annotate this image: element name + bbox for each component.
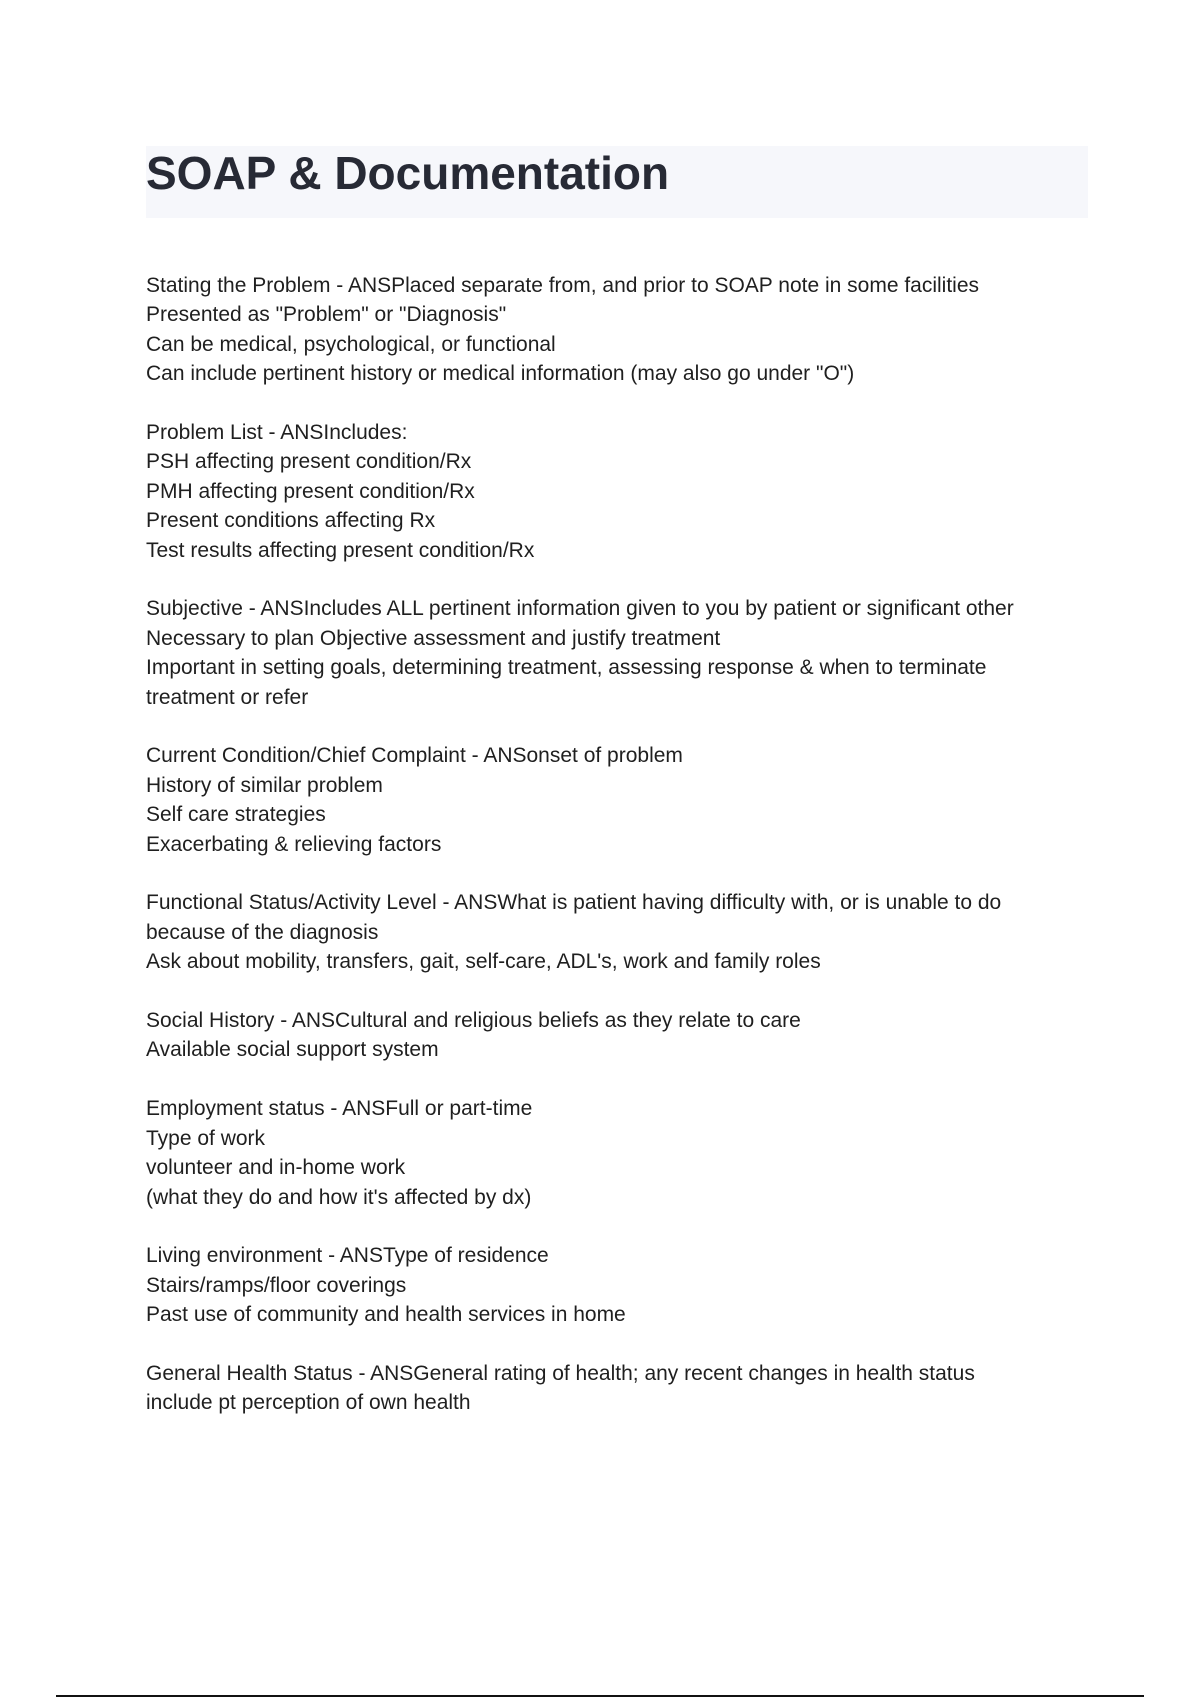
page-title: SOAP & Documentation bbox=[146, 147, 670, 199]
entry-line: treatment or refer bbox=[146, 685, 309, 709]
entry-line: Current Condition/Chief Complaint - ANSonset of problem bbox=[146, 744, 683, 768]
entry-line: because of the diagnosis bbox=[146, 920, 379, 944]
entry-line: PMH affecting present condition/Rx bbox=[146, 479, 475, 503]
entry-line: Past use of community and health services in home bbox=[146, 1303, 626, 1327]
entry-line: Living environment - ANSType of residence bbox=[146, 1244, 549, 1268]
entry-line: Test results affecting present condition/Rx bbox=[146, 538, 535, 562]
entry-current-condition bbox=[146, 741, 1096, 859]
entry-line: Functional Status/Activity Level - ANSWhat is patient having difficulty with, or is unable to do bbox=[146, 891, 1002, 915]
entry-line: (what they do and how it's affected by dx) bbox=[146, 1185, 532, 1209]
document-body bbox=[146, 271, 1096, 1447]
entry-line: Self care strategies bbox=[146, 803, 326, 827]
entry-line: Present conditions affecting Rx bbox=[146, 509, 436, 533]
entry-line: Can include pertinent history or medical information (may also go under "O") bbox=[146, 362, 855, 386]
entry-line: Necessary to plan Objective assessment and justify treatment bbox=[146, 626, 721, 650]
entry-line: Presented as "Problem" or "Diagnosis" bbox=[146, 303, 507, 327]
entry-line: Stairs/ramps/floor coverings bbox=[146, 1273, 407, 1297]
entry-line: Employment status - ANSFull or part-time bbox=[146, 1097, 533, 1121]
entry-stating-the-problem bbox=[146, 271, 1096, 389]
entry-problem-list bbox=[146, 418, 1096, 565]
entry-subjective bbox=[146, 594, 1096, 712]
entry-line: volunteer and in-home work bbox=[146, 1156, 406, 1180]
entry-line: Ask about mobility, transfers, gait, self-care, ADL's, work and family roles bbox=[146, 950, 821, 974]
entry-line: Stating the Problem - ANSPlaced separate from, and prior to SOAP note in some facilities bbox=[146, 274, 980, 297]
entry-employment-status bbox=[146, 1094, 1096, 1212]
entry-functional-status bbox=[146, 888, 1096, 976]
page-bottom-rule bbox=[56, 1695, 1144, 1697]
entry-line: include pt perception of own health bbox=[146, 1391, 471, 1415]
entry-social-history bbox=[146, 1006, 1096, 1065]
entry-line: Subjective - ANSIncludes ALL pertinent information given to you by patient or significant other bbox=[146, 597, 1014, 621]
entry-general-health-status bbox=[146, 1359, 1096, 1418]
entry-line: PSH affecting present condition/Rx bbox=[146, 450, 472, 474]
entry-living-environment bbox=[146, 1241, 1096, 1329]
entry-line: Important in setting goals, determining treatment, assessing response & when to terminate bbox=[146, 656, 987, 680]
entry-line: History of similar problem bbox=[146, 773, 383, 797]
entry-line: Social History - ANSCultural and religious beliefs as they relate to care bbox=[146, 1009, 801, 1033]
entry-line: General Health Status - ANSGeneral rating of health; any recent changes in health status bbox=[146, 1361, 975, 1385]
entry-line: Can be medical, psychological, or functional bbox=[146, 332, 556, 356]
entry-line: Type of work bbox=[146, 1126, 266, 1150]
entry-line: Available social support system bbox=[146, 1038, 439, 1062]
entry-line: Exacerbating & relieving factors bbox=[146, 832, 442, 856]
entry-line: Problem List - ANSIncludes: bbox=[146, 421, 408, 445]
